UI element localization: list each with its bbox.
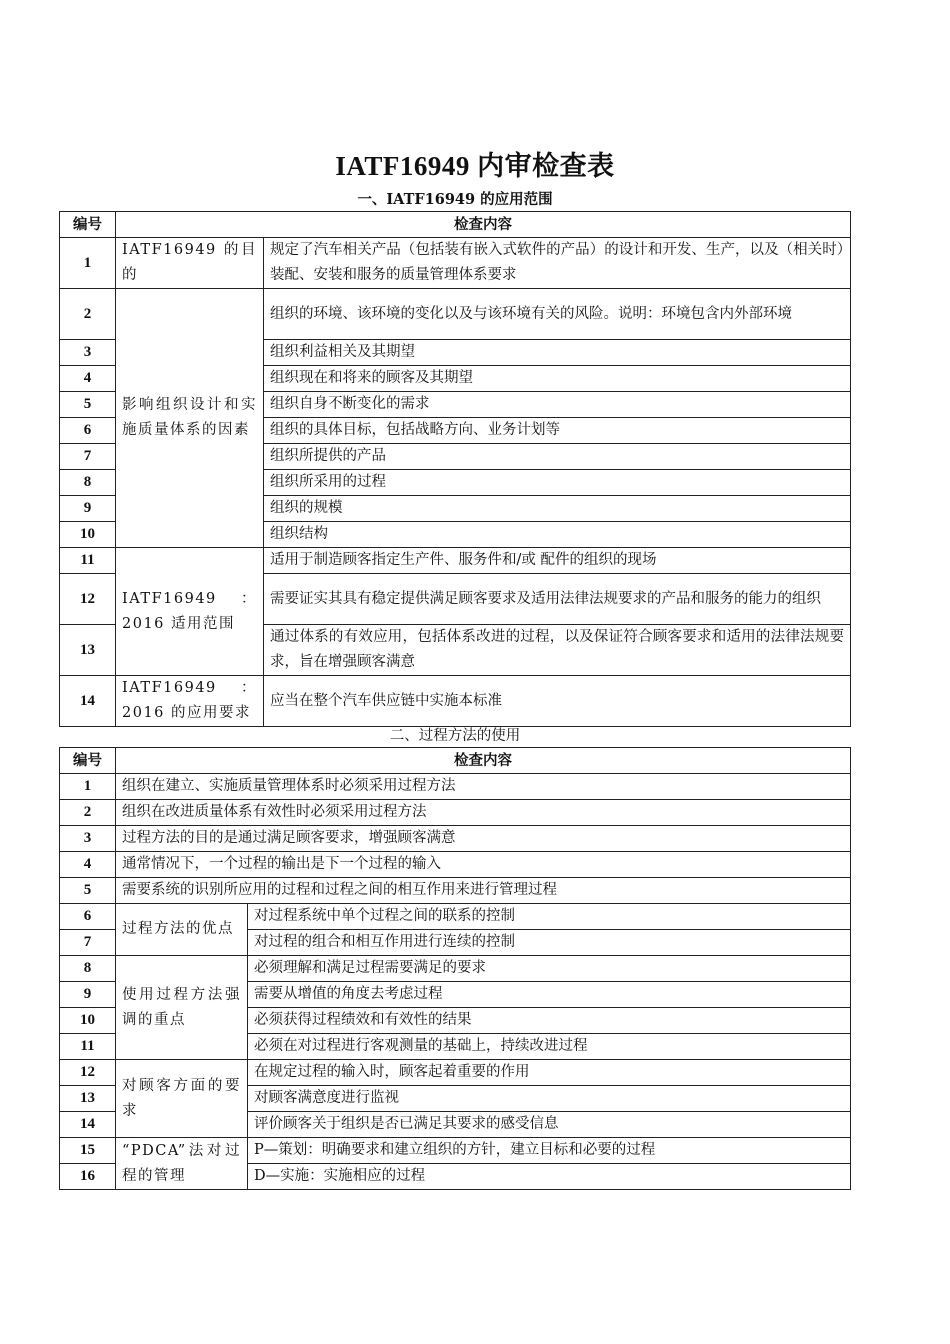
content-cell: 组织结构 (264, 522, 851, 548)
category-cell: “PDCA”法对过程的管理 (116, 1138, 248, 1190)
category-cell: 过程方法的优点 (116, 904, 248, 956)
row-number: 12 (60, 1060, 116, 1086)
content-cell: 组织在建立、实施质量管理体系时必须采用过程方法 (116, 774, 851, 800)
table-row (60, 1060, 851, 1086)
content-cell: 对过程的组合和相互作用进行连续的控制 (248, 930, 851, 956)
table-row (60, 676, 851, 727)
content-cell: 规定了汽车相关产品（包括装有嵌入式软件的产品）的设计和开发、生产，以及（相关时）装配、安装和服务的质量管理体系要求 (264, 238, 851, 289)
table-row (60, 289, 851, 340)
row-number: 11 (60, 548, 116, 574)
content-cell: D—实施：实施相应的过程 (248, 1164, 851, 1190)
col-header-content: 检查内容 (116, 212, 851, 238)
row-number: 4 (60, 366, 116, 392)
row-number: 13 (60, 1086, 116, 1112)
content-cell: 对过程系统中单个过程之间的联系的控制 (248, 904, 851, 930)
table-row (60, 852, 851, 878)
content-cell: 必须理解和满足过程需要满足的要求 (248, 956, 851, 982)
table-row (60, 956, 851, 982)
col-header-number: 编号 (60, 212, 116, 238)
content-cell: 组织在改进质量体系有效性时必须采用过程方法 (116, 800, 851, 826)
row-number: 8 (60, 956, 116, 982)
row-number: 8 (60, 470, 116, 496)
content-cell: 组织的环境、该环境的变化以及与该环境有关的风险。说明：环境包含内外部环境 (264, 289, 851, 340)
content-cell: 适用于制造顾客指定生产件、服务件和/或 配件的组织的现场 (264, 548, 851, 574)
table-row (60, 548, 851, 574)
content-cell: 在规定过程的输入时，顾客起着重要的作用 (248, 1060, 851, 1086)
row-number: 10 (60, 1008, 116, 1034)
col-header-number: 编号 (60, 748, 116, 774)
content-cell: 需要证实其具有稳定提供满足顾客要求及适用法律法规要求的产品和服务的能力的组织 (264, 574, 851, 625)
row-number: 7 (60, 444, 116, 470)
content-cell: 需要系统的识别所应用的过程和过程之间的相互作用来进行管理过程 (116, 878, 851, 904)
row-number: 1 (60, 238, 116, 289)
content-cell: 过程方法的目的是通过满足顾客要求，增强顾客满意 (116, 826, 851, 852)
table-row (60, 238, 851, 289)
content-cell: 通常情况下，一个过程的输出是下一个过程的输入 (116, 852, 851, 878)
content-cell: 组织所提供的产品 (264, 444, 851, 470)
content-cell: 组织现在和将来的顾客及其期望 (264, 366, 851, 392)
row-number: 6 (60, 418, 116, 444)
content-cell: P—策划：明确要求和建立组织的方针，建立目标和必要的过程 (248, 1138, 851, 1164)
table-row (60, 878, 851, 904)
table-row (60, 826, 851, 852)
row-number: 5 (60, 392, 116, 418)
row-number: 1 (60, 774, 116, 800)
content-cell: 组织所采用的过程 (264, 470, 851, 496)
row-number: 15 (60, 1138, 116, 1164)
row-number: 3 (60, 826, 116, 852)
row-number: 10 (60, 522, 116, 548)
row-number: 6 (60, 904, 116, 930)
row-number: 5 (60, 878, 116, 904)
page-title: IATF16949 内审检查表 (335, 151, 615, 181)
row-number: 7 (60, 930, 116, 956)
table-row (60, 774, 851, 800)
content-cell: 评价顾客关于组织是否已满足其要求的感受信息 (248, 1112, 851, 1138)
category-cell: IATF16949：2016 适用范围 (116, 548, 264, 676)
content-cell: 组织利益相关及其期望 (264, 340, 851, 366)
row-number: 14 (60, 1112, 116, 1138)
content-cell: 通过体系的有效应用，包括体系改进的过程，以及保证符合顾客要求和适用的法律法规要求，旨在增强顾客满意 (264, 625, 851, 676)
scope-checklist-table (59, 211, 851, 727)
content-cell: 组织自身不断变化的需求 (264, 392, 851, 418)
category-cell: IATF16949 的目的 (116, 238, 264, 289)
row-number: 16 (60, 1164, 116, 1190)
row-number: 12 (60, 574, 116, 625)
table-row (60, 904, 851, 930)
category-cell: 使用过程方法强调的重点 (116, 956, 248, 1060)
content-cell: 组织的具体目标，包括战略方向、业务计划等 (264, 418, 851, 444)
section-1-heading: 一、IATF16949 的应用范围 (357, 191, 553, 208)
category-cell: IATF16949：2016 的应用要求 (116, 676, 264, 727)
content-cell: 必须获得过程绩效和有效性的结果 (248, 1008, 851, 1034)
row-number: 9 (60, 982, 116, 1008)
row-number: 11 (60, 1034, 116, 1060)
row-number: 2 (60, 800, 116, 826)
col-header-content: 检查内容 (116, 748, 851, 774)
category-cell: 对顾客方面的要求 (116, 1060, 248, 1138)
content-cell: 应当在整个汽车供应链中实施本标准 (264, 676, 851, 727)
table-row (60, 1138, 851, 1164)
row-number: 14 (60, 676, 116, 727)
content-cell: 组织的规模 (264, 496, 851, 522)
content-cell: 需要从增值的角度去考虑过程 (248, 982, 851, 1008)
table-row (60, 800, 851, 826)
section-2-heading: 二、过程方法的使用 (389, 728, 521, 744)
content-cell: 对顾客满意度进行监视 (248, 1086, 851, 1112)
category-cell: 影响组织设计和实施质量体系的因素 (116, 289, 264, 548)
row-number: 4 (60, 852, 116, 878)
process-approach-table (59, 747, 851, 1190)
content-cell: 必须在对过程进行客观测量的基础上，持续改进过程 (248, 1034, 851, 1060)
row-number: 13 (60, 625, 116, 676)
row-number: 9 (60, 496, 116, 522)
row-number: 3 (60, 340, 116, 366)
row-number: 2 (60, 289, 116, 340)
